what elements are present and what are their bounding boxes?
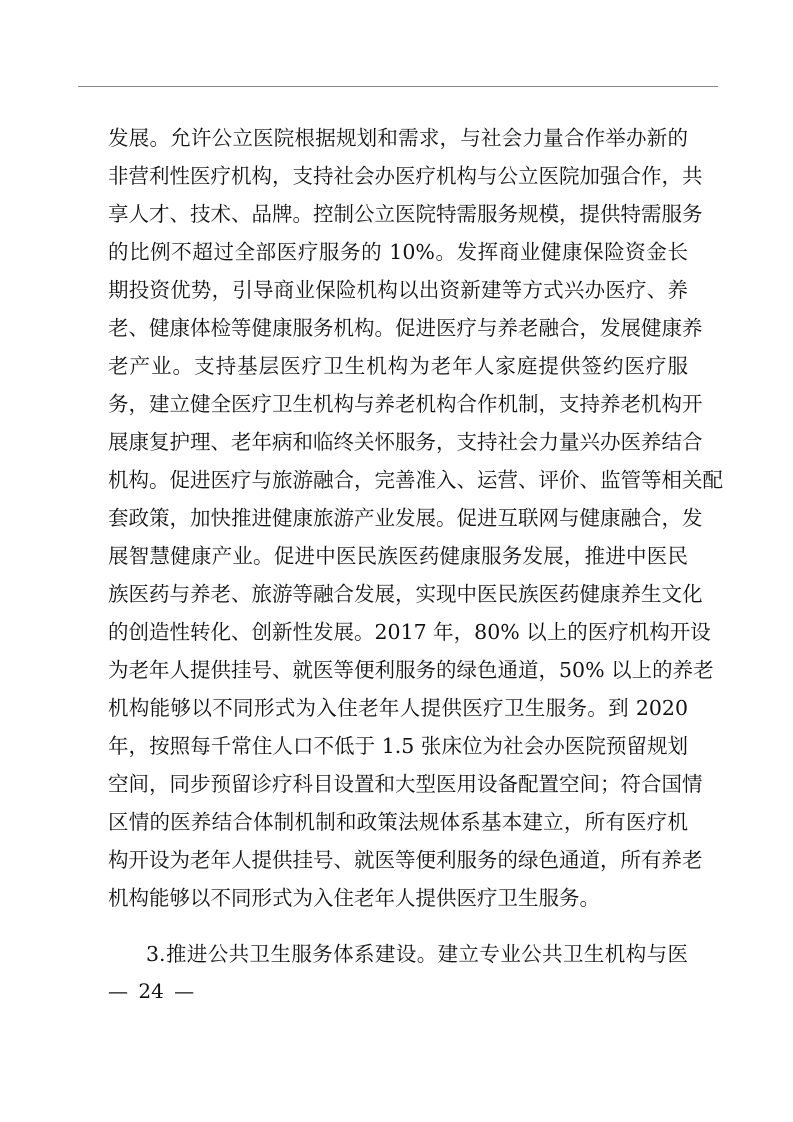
text-line: 享人才、技术、品牌。控制公立医院特需服务规模，提供特需服务 xyxy=(108,202,703,226)
section-heading-line: 3.推进公共卫生服务体系建设。建立专业公共卫生机构与医 xyxy=(146,942,688,966)
text-line: 发展。允许公立医院根据规划和需求，与社会力量合作举办新的 xyxy=(108,126,688,150)
text-line: 展智慧健康产业。促进中医民族医药健康服务发展，推进中医民 xyxy=(108,544,688,568)
text-line: 为老年人提供挂号、就医等便利服务的绿色通道，50% 以上的养老 xyxy=(108,658,714,682)
text-line: 老、健康体检等健康服务机构。促进医疗与养老融合，发展健康养 xyxy=(108,316,703,340)
text-line: 机构能够以不同形式为入住老年人提供医疗卫生服务。到 2020 xyxy=(108,696,688,720)
text-line: 的创造性转化、创新性发展。2017 年，80% 以上的医疗机构开设 xyxy=(108,620,711,644)
text-line: 机构。促进医疗与旅游融合，完善准入、运营、评价、监管等相关配 xyxy=(108,468,723,492)
text-line: 务，建立健全医疗卫生机构与养老机构合作机制，支持养老机构开 xyxy=(108,392,703,416)
page-number: — 24 — xyxy=(108,979,195,1003)
text-line: 年，按照每千常住人口不低于 1.5 张床位为社会办医院预留规划 xyxy=(108,734,688,758)
header-rule xyxy=(78,86,718,87)
text-line: 机构能够以不同形式为入住老年人提供医疗卫生服务。 xyxy=(108,886,600,910)
text-line: 族医药与养老、旅游等融合发展，实现中医民族医药健康养生文化 xyxy=(108,582,703,606)
text-line: 展康复护理、老年病和临终关怀服务，支持社会力量兴办医养结合 xyxy=(108,430,703,454)
text-line: 空间，同步预留诊疗科目设置和大型医用设备配置空间；符合国情 xyxy=(108,772,703,796)
text-line: 构开设为老年人提供挂号、就医等便利服务的绿色通道，所有养老 xyxy=(108,848,703,872)
text-line: 期投资优势，引导商业保险机构以出资新建等方式兴办医疗、养 xyxy=(108,278,688,302)
text-line: 非营利性医疗机构，支持社会办医疗机构与公立医院加强合作，共 xyxy=(108,164,703,188)
text-line: 的比例不超过全部医疗服务的 10%。发挥商业健康保险资金长 xyxy=(108,240,688,264)
text-line: 套政策，加快推进健康旅游产业发展。促进互联网与健康融合，发 xyxy=(108,506,703,530)
text-line: 老产业。支持基层医疗卫生机构为老年人家庭提供签约医疗服 xyxy=(108,354,688,378)
text-line: 区情的医养结合体制机制和政策法规体系基本建立，所有医疗机 xyxy=(108,810,688,834)
